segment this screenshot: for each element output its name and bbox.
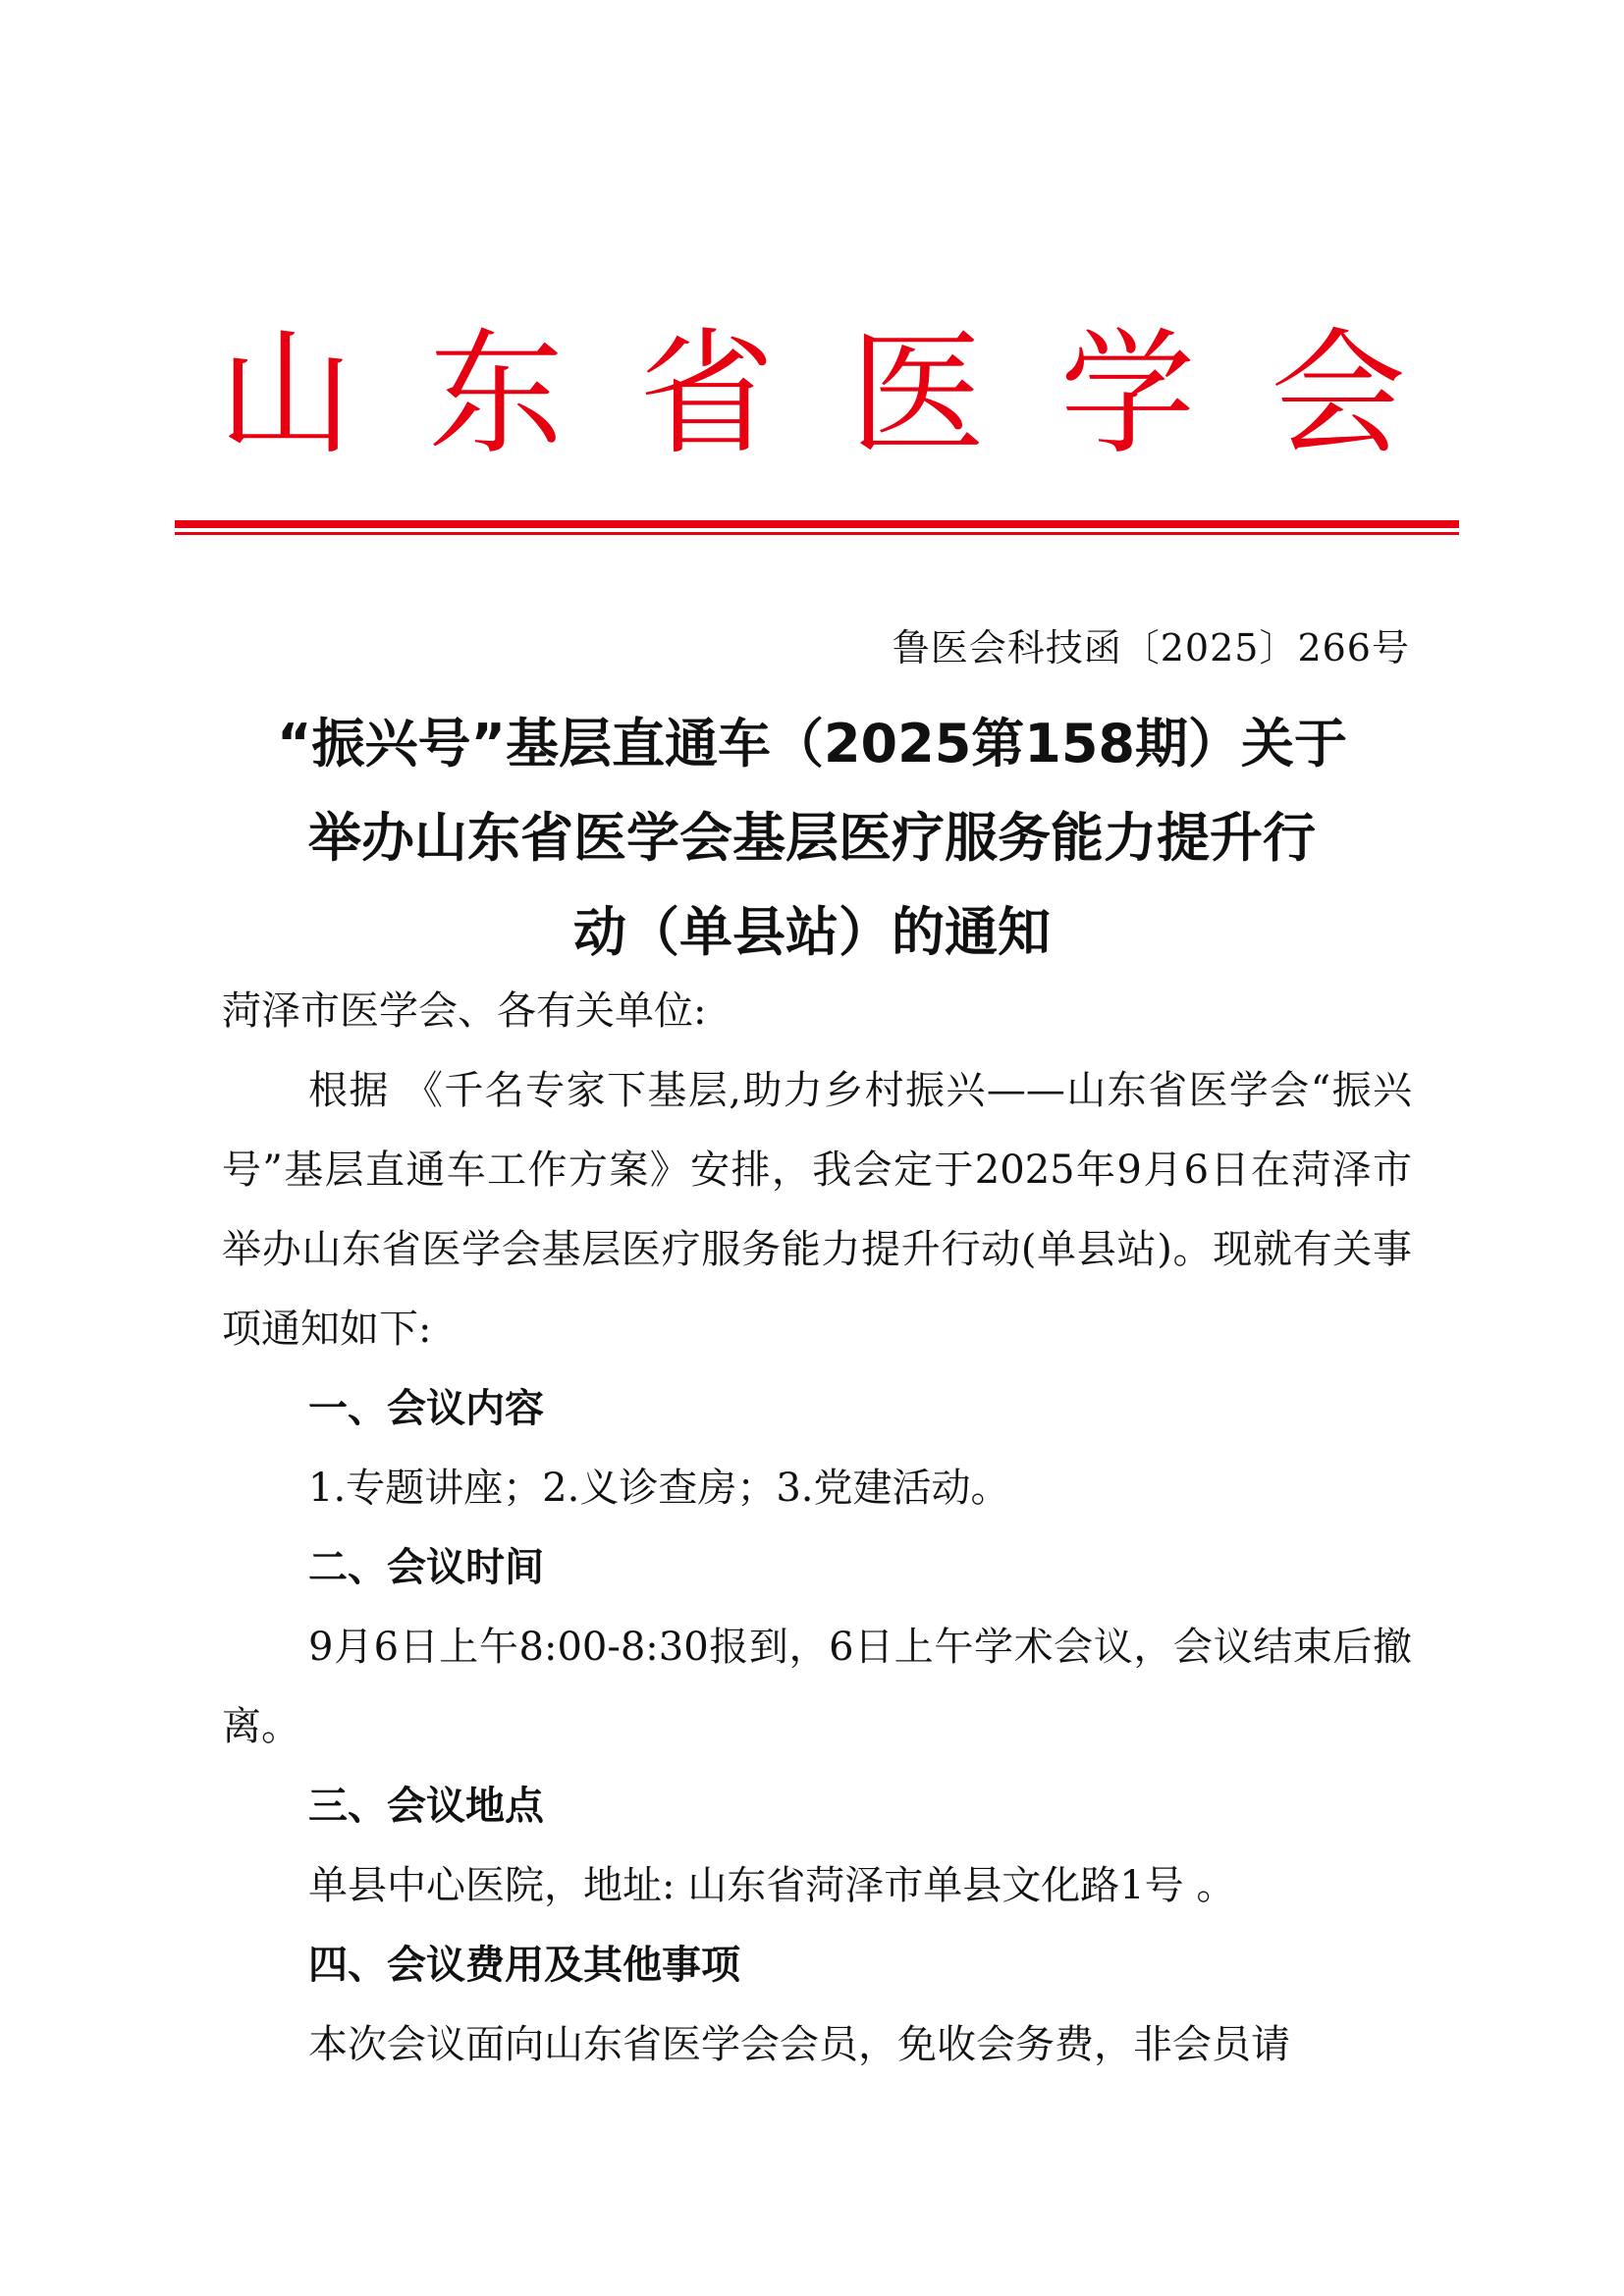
- section-text: 本次会议面向山东省医学会会员，免收会务费，非会员请: [308, 2022, 1290, 2067]
- org-char: 山: [218, 315, 354, 473]
- org-char: 医: [849, 315, 986, 473]
- intro-paragraph: 根据 《千名专家下基层,助力乡村振兴——山东省医学会“振兴号”基层直通车工作方案》安排，我会定于2025年9月6日在菏泽市举办山东省医学会基层医疗服务能力提升行动(单县站)。现就有关事项通知如下:: [222, 1068, 1412, 1352]
- title-line: 动（单县站）的通知: [573, 901, 1051, 963]
- org-char: 会: [1270, 315, 1406, 473]
- header-divider-thin: [175, 532, 1459, 535]
- document-body: [222, 972, 1412, 2085]
- org-char: 学: [1059, 315, 1196, 473]
- title-line: 举办山东省医学会基层医疗服务能力提升行: [308, 807, 1316, 869]
- section-heading: 四、会议费用及其他事项: [308, 1943, 740, 1988]
- section-heading: 一、会议内容: [308, 1386, 544, 1431]
- document-number: 鲁医会科技函〔2025〕266号: [892, 626, 1410, 669]
- salutation: 菏泽市医学会、各有关单位:: [222, 988, 707, 1034]
- org-char: 东: [428, 315, 565, 473]
- section-heading: 三、会议地点: [308, 1784, 544, 1829]
- section-text: 9月6日上午8:00-8:30报到，6日上午学术会议，会议结束后撤离。: [222, 1625, 1412, 1749]
- section-text: 单县中心医院，地址: 山东省菏泽市单县文化路1号 。: [308, 1863, 1236, 1908]
- organization-name-header: [218, 316, 1406, 473]
- title-line: “振兴号”基层直通车（2025第158期）关于: [277, 713, 1347, 774]
- section-heading: 二、会议时间: [308, 1545, 544, 1590]
- org-char: 省: [638, 315, 775, 473]
- header-divider-thick: [175, 520, 1459, 528]
- document-title: [196, 697, 1428, 980]
- section-text: 1.专题讲座；2.义诊查房；3.党建活动。: [308, 1466, 1010, 1511]
